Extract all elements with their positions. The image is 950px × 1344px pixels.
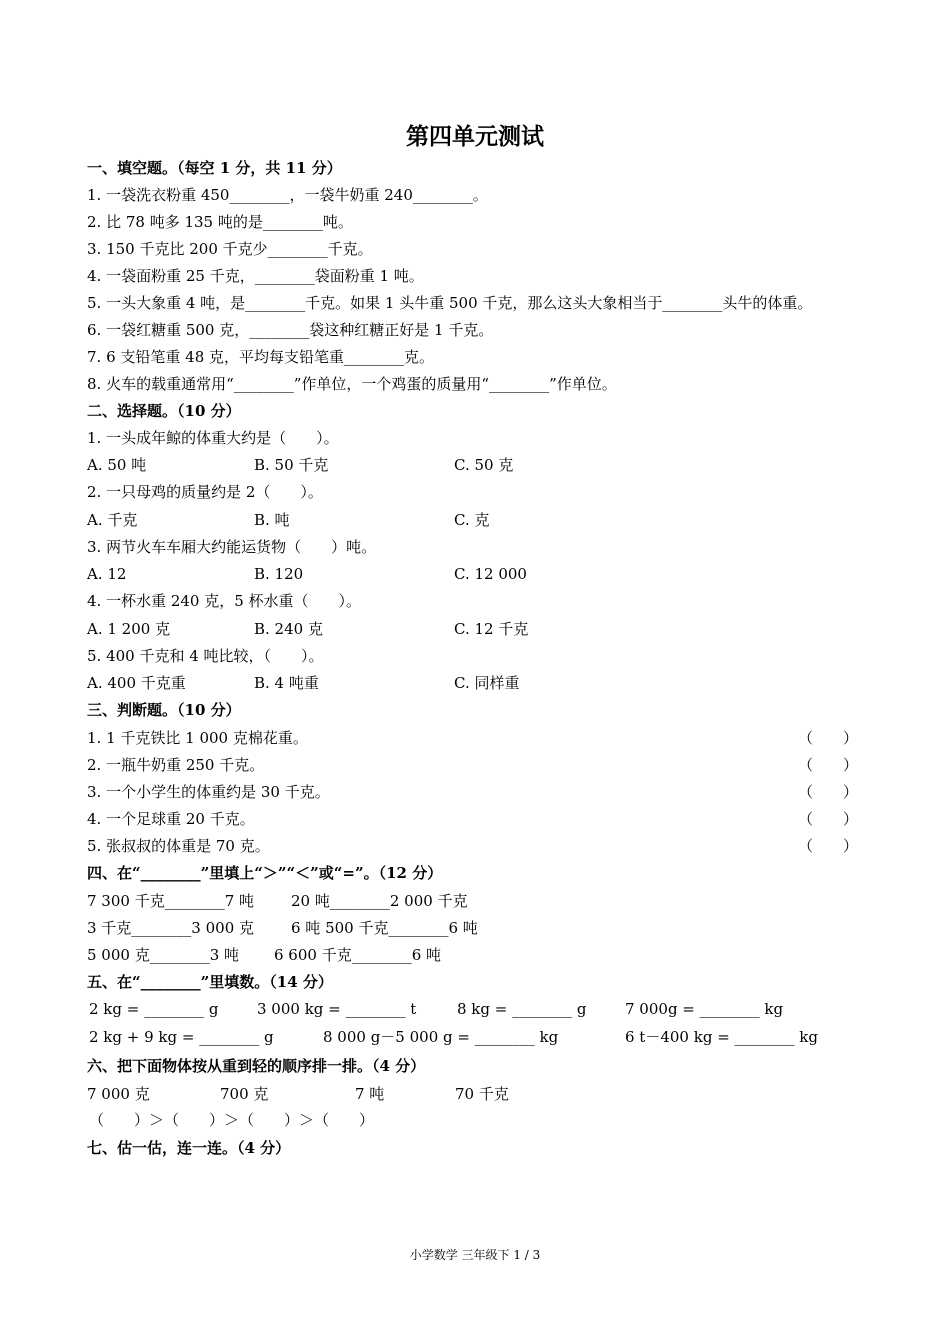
judge-answer-3: （ ） [798,783,859,801]
judge-answer-2: （ ） [798,756,859,774]
choice-5-option-b: B. 4 吨重 [254,674,319,692]
judge-item-1: 1. 1 千克铁比 1 000 克棉花重。 [87,729,308,747]
choice-5-option-a: A. 400 千克重 [87,674,186,692]
judge-item-4: 4. 一个足球重 20 千克。 [87,810,255,828]
choice-question-5: 5. 400 千克和 4 吨比较，（ ）。 [87,647,324,665]
choice-3-option-b: B. 120 [254,565,304,583]
compare-4: 6 吨 500 千克________6 吨 [291,919,478,937]
object-4: 70 千克 [455,1085,509,1103]
choice-1-option-c: C. 50 克 [454,456,514,474]
convert-1: 2 kg = ________ g [89,1000,219,1018]
judge-item-2: 2. 一瓶牛奶重 250 千克。 [87,756,265,774]
section-2-heading: 二、选择题。（10 分） [87,402,241,420]
choice-1-option-a: A. 50 吨 [87,456,147,474]
fill-item-1: 1. 一袋洗衣粉重 450________，一袋牛奶重 240________。 [87,186,488,204]
fill-item-2: 2. 比 78 吨多 135 吨的是________吨。 [87,213,353,231]
choice-4-option-b: B. 240 克 [254,620,323,638]
choice-4-option-a: A. 1 200 克 [87,620,171,638]
judge-item-3: 3. 一个小学生的体重约是 30 千克。 [87,783,330,801]
convert-3: 8 kg = ________ g [457,1000,587,1018]
compare-5: 5 000 克________3 吨 [87,946,240,964]
section-5-heading: 五、在“________”里填数。（14 分） [87,973,333,991]
fill-item-6: 6. 一袋红糖重 500 克，________袋这种红糖正好是 1 千克。 [87,321,494,339]
convert-2: 3 000 kg = ________ t [257,1000,417,1018]
judge-answer-4: （ ） [798,810,859,828]
compare-3: 3 千克________3 000 克 [87,919,255,937]
section-6-heading: 六、把下面物体按从重到轻的顺序排一排。（4 分） [87,1057,426,1075]
fill-item-3: 3. 150 千克比 200 千克少________千克。 [87,240,373,258]
choice-2-option-b: B. 吨 [254,511,290,529]
section-4-heading: 四、在“________”里填上“＞”“＜”或“=”。（12 分） [87,864,443,882]
judge-answer-5: （ ） [798,837,859,855]
compare-2: 20 吨________2 000 千克 [291,892,468,910]
section-7-heading: 七、估一估，连一连。（4 分） [87,1139,291,1157]
choice-2-option-c: C. 克 [454,511,490,529]
page-title: 第四单元测试 [406,123,544,150]
judge-item-5: 5. 张叔叔的体重是 70 克。 [87,837,270,855]
object-3: 7 吨 [355,1085,385,1103]
choice-question-4: 4. 一杯水重 240 克，5 杯水重（ ）。 [87,592,362,610]
choice-3-option-a: A. 12 [87,565,127,583]
choice-question-2: 2. 一只母鸡的质量约是 2（ ）。 [87,483,323,501]
fill-item-4: 4. 一袋面粉重 25 千克，________袋面粉重 1 吨。 [87,267,424,285]
fill-item-5: 5. 一头大象重 4 吨，是________千克。如果 1 头牛重 500 千克，那么这头大象相当于________头牛的体重。 [87,294,813,312]
choice-4-option-c: C. 12 千克 [454,620,529,638]
convert-7: 6 t－400 kg = ________ kg [625,1028,818,1046]
convert-6: 8 000 g－5 000 g = ________ kg [323,1028,559,1046]
order-answer: （ ）＞（ ）＞（ ）＞（ ） [89,1111,375,1129]
page-footer: 小学数学 三年级下 1 / 3 [409,1248,541,1262]
fill-item-7: 7. 6 支铅笔重 48 克，平均每支铅笔重________克。 [87,348,435,366]
convert-5: 2 kg + 9 kg = ________ g [89,1028,274,1046]
object-2: 700 克 [220,1085,269,1103]
choice-3-option-c: C. 12 000 [454,565,527,583]
fill-item-8: 8. 火车的载重通常用“________”作单位，一个鸡蛋的质量用“________”作单位。 [87,375,617,393]
object-1: 7 000 克 [87,1085,150,1103]
choice-question-1: 1. 一头成年鲸的体重大约是（ ）。 [87,429,339,447]
choice-1-option-b: B. 50 千克 [254,456,329,474]
choice-5-option-c: C. 同样重 [454,674,520,692]
section-3-heading: 三、判断题。（10 分） [87,701,241,719]
convert-4: 7 000g = ________ kg [625,1000,784,1018]
section-1-heading: 一、填空题。（每空 1 分，共 11 分） [87,159,342,177]
judge-answer-1: （ ） [798,729,859,747]
choice-2-option-a: A. 千克 [87,511,138,529]
choice-question-3: 3. 两节火车车厢大约能运货物（ ）吨。 [87,538,377,556]
compare-1: 7 300 千克________7 吨 [87,892,255,910]
compare-6: 6 600 千克________6 吨 [274,946,442,964]
